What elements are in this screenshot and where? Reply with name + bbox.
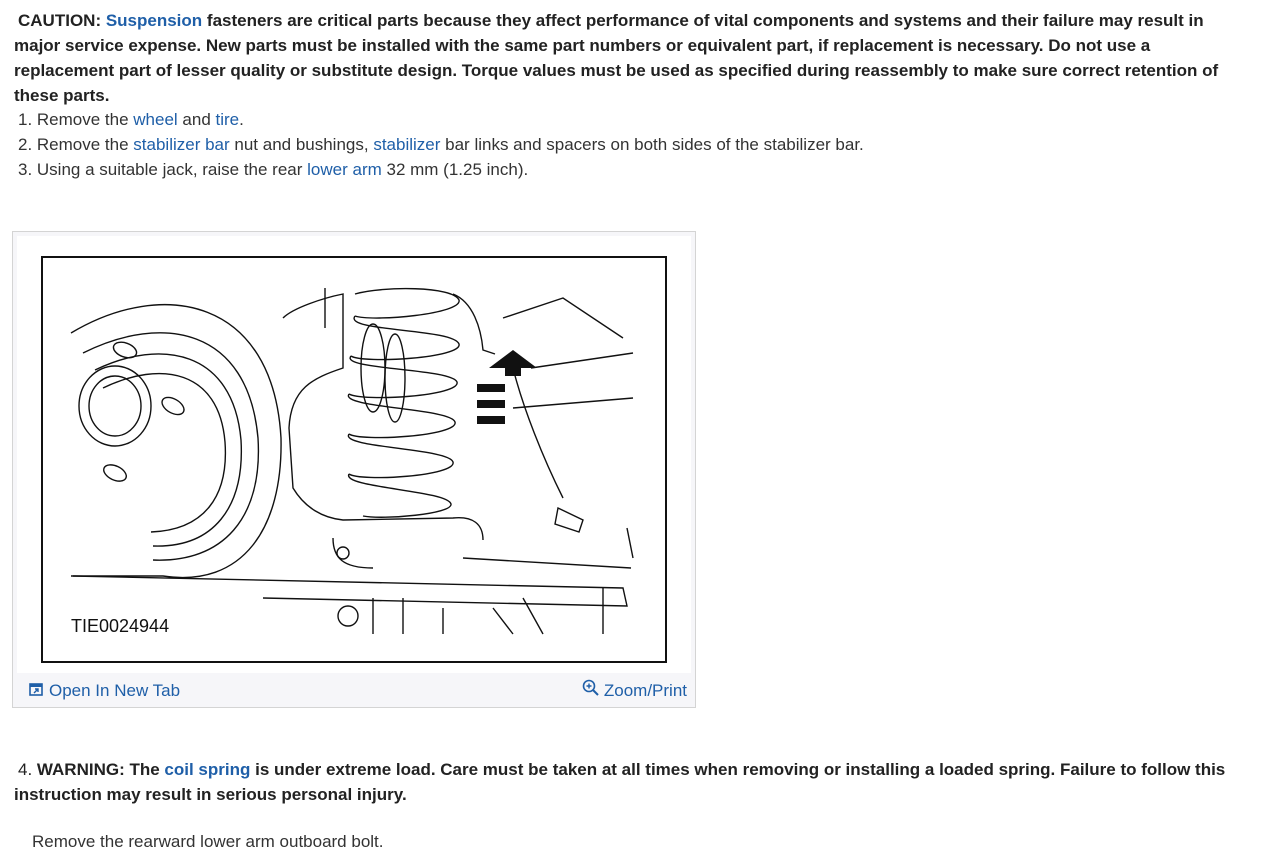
warning-label: WARNING: The bbox=[36, 760, 165, 779]
link-coil-spring[interactable]: coil spring bbox=[164, 760, 251, 779]
step-2 bbox=[18, 132, 864, 157]
step-text: 32 mm (1.25 inch). bbox=[381, 160, 529, 179]
warning-number: 4. bbox=[18, 760, 37, 779]
link-suspension[interactable]: Suspension bbox=[105, 11, 203, 30]
figure-frame bbox=[17, 236, 691, 673]
step-text: and bbox=[177, 110, 216, 129]
open-in-new-tab-label: Open In New Tab bbox=[49, 681, 181, 700]
warning-text: is under extreme load. Care must be taken at all times when removing or installing a loaded spring. Failure to follow this instruction may result in serious personal injury. bbox=[14, 760, 1226, 804]
link-stabilizer-bar[interactable]: stabilizer bar bbox=[133, 135, 230, 154]
open-in-new-tab-link[interactable] bbox=[29, 681, 180, 701]
step-text: nut and bushings, bbox=[229, 135, 374, 154]
caution-text: fasteners are critical parts because they affect performance of vital components and systems and their failure may result in major service expense. New parts must be installed with the same part numbers or equivalent part, if replacement is necessary. Do not use a replacement part of lesser quality or substitute design. Torque values must be used as specified during reassembly to make sure correct retention of these parts. bbox=[14, 11, 1219, 105]
caution-label: CAUTION: bbox=[18, 11, 106, 30]
zoom-print-label: Zoom/Print bbox=[603, 680, 687, 700]
suspension-drawing bbox=[43, 258, 665, 661]
caution-paragraph bbox=[14, 8, 1249, 108]
figure-code: TIE0024944 bbox=[71, 616, 170, 636]
final-step-text: Remove the rearward lower arm outboard bolt. bbox=[32, 832, 384, 851]
open-new-tab-icon bbox=[29, 681, 43, 701]
steps-list bbox=[18, 107, 864, 182]
step-text: 2. Remove the bbox=[18, 135, 134, 154]
suspension-illustration[interactable] bbox=[41, 256, 667, 663]
figure-container bbox=[12, 231, 696, 708]
step-1 bbox=[18, 107, 864, 132]
zoom-print-link[interactable] bbox=[582, 679, 687, 702]
step-text: 3. Using a suitable jack, raise the rear bbox=[18, 160, 308, 179]
step-3 bbox=[18, 157, 864, 182]
zoom-in-icon bbox=[582, 679, 600, 702]
figure-toolbar bbox=[13, 673, 695, 707]
link-wheel[interactable]: wheel bbox=[133, 110, 178, 129]
link-tire[interactable]: tire bbox=[215, 110, 240, 129]
link-stabilizer[interactable]: stabilizer bbox=[373, 135, 441, 154]
step-text: . bbox=[239, 110, 244, 129]
lift-arrow bbox=[477, 350, 537, 424]
step-text: 1. Remove the bbox=[18, 110, 134, 129]
step-text: bar links and spacers on both sides of the stabilizer bar. bbox=[440, 135, 864, 154]
link-lower-arm[interactable]: lower arm bbox=[307, 160, 382, 179]
warning-paragraph bbox=[14, 757, 1249, 807]
